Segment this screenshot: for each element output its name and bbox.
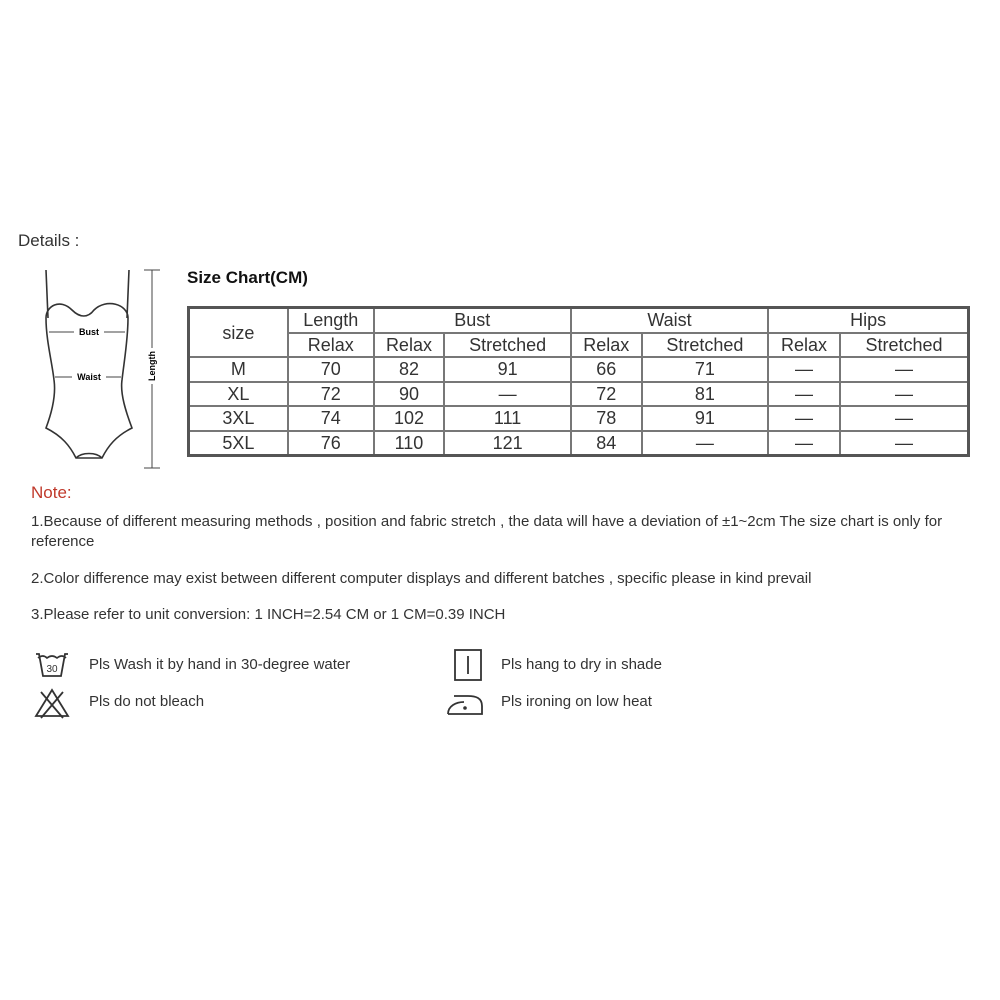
note-line-2: 2.Color difference may exist between different computer displays and different batches , specific please in kind prevail <box>31 570 812 587</box>
table-cell: 91 <box>444 357 571 382</box>
subheader-cell: Stretched <box>840 333 969 358</box>
table-cell: 72 <box>571 382 642 407</box>
table-cell: 82 <box>374 357 445 382</box>
table-row <box>189 382 969 407</box>
table-cell: 90 <box>374 382 445 407</box>
table-cell: 81 <box>642 382 769 407</box>
table-cell: 91 <box>642 406 769 431</box>
table-cell: 71 <box>642 357 769 382</box>
waist-header: Waist <box>571 308 768 333</box>
table-cell: — <box>840 431 969 456</box>
table-cell: 66 <box>571 357 642 382</box>
table-cell: 84 <box>571 431 642 456</box>
table-cell: — <box>840 382 969 407</box>
table-cell: 102 <box>374 406 445 431</box>
bodysuit-diagram <box>22 262 172 480</box>
table-cell: — <box>768 431 840 456</box>
wash-temp-label: 30 <box>46 664 58 675</box>
table-cell: 70 <box>288 357 374 382</box>
bodysuit-outline-icon <box>46 270 132 458</box>
iron-low-heat-icon <box>446 686 484 720</box>
bust-label: Bust <box>79 327 99 337</box>
hand-wash-30-icon <box>33 648 71 682</box>
table-cell: M <box>189 357 288 382</box>
bust-header: Bust <box>374 308 571 333</box>
note-line-1: 1.Because of different measuring methods , position and fabric stretch , the data will have a deviation of ±1~2cm The size chart is only for reference <box>31 513 943 550</box>
table-cell: 121 <box>444 431 571 456</box>
table-cell: 3XL <box>189 406 288 431</box>
table-row <box>189 357 969 382</box>
no-bleach-icon <box>33 686 71 720</box>
table-cell: 78 <box>571 406 642 431</box>
hips-header: Hips <box>768 308 968 333</box>
subheader-cell: Stretched <box>642 333 769 358</box>
table-row <box>189 431 969 456</box>
table-cell: — <box>642 431 769 456</box>
table-cell: — <box>768 357 840 382</box>
subheader-cell: Relax <box>571 333 642 358</box>
waist-label: Waist <box>77 372 101 382</box>
no-bleach-text: Pls do not bleach <box>89 693 205 710</box>
table-cell: — <box>840 406 969 431</box>
hang-dry-text: Pls hang to dry in shade <box>501 656 662 673</box>
details-label: Details : <box>18 231 80 250</box>
hand-wash-text: Pls Wash it by hand in 30-degree water <box>89 656 351 673</box>
size-chart-table <box>187 306 970 457</box>
measure-lines <box>49 270 160 468</box>
table-cell: — <box>840 357 969 382</box>
subheader-cell: Relax <box>288 333 374 358</box>
subheader-cell: Relax <box>768 333 840 358</box>
length-label: Length <box>147 351 157 381</box>
iron-low-heat-text: Pls ironing on low heat <box>501 693 652 710</box>
length-header: Length <box>288 308 374 333</box>
table-cell: 5XL <box>189 431 288 456</box>
table-cell: — <box>444 382 571 407</box>
table-cell: — <box>768 406 840 431</box>
table-subheader-row <box>189 333 969 358</box>
subheader-cell: Relax <box>374 333 445 358</box>
table-cell: 76 <box>288 431 374 456</box>
table-cell: — <box>768 382 840 407</box>
hang-dry-shade-icon <box>449 648 487 682</box>
table-cell: 110 <box>374 431 445 456</box>
table-cell: 74 <box>288 406 374 431</box>
note-title: Note: <box>31 483 72 502</box>
table-group-header-row <box>189 308 969 333</box>
note-line-3: 3.Please refer to unit conversion: 1 INCH=2.54 CM or 1 CM=0.39 INCH <box>31 606 506 623</box>
table-row <box>189 406 969 431</box>
table-cell: XL <box>189 382 288 407</box>
size-chart-title: Size Chart(CM) <box>187 268 308 287</box>
table-cell: 72 <box>288 382 374 407</box>
subheader-cell: Stretched <box>444 333 571 358</box>
table-cell: 111 <box>444 406 571 431</box>
size-header: size <box>189 308 288 358</box>
